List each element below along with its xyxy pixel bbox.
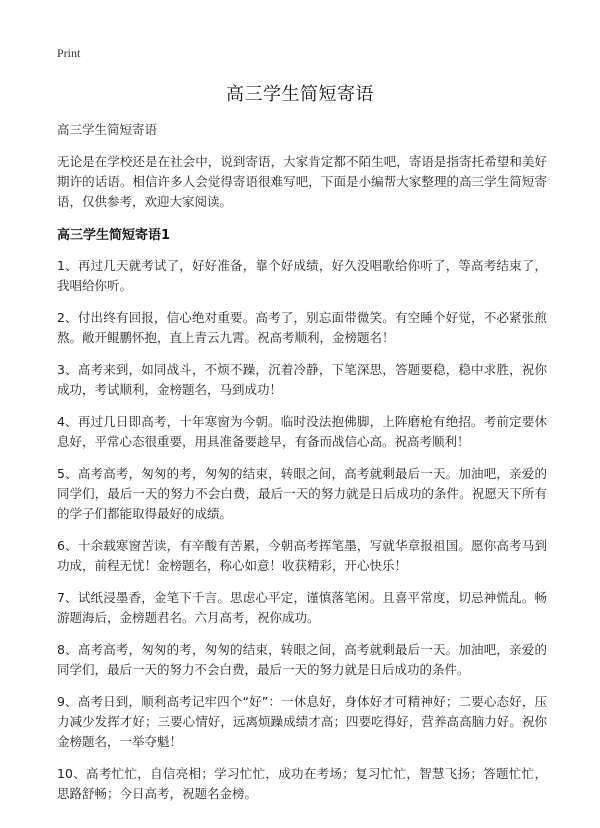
list-item: 3、高考来到，如同战斗，不烦不躁，沉着冷静，下笔深思，答题要稳，稳中求胜，祝你成功，考试顺利，金榜题名，马到成功！ (57, 362, 547, 397)
print-link[interactable]: Print (57, 46, 81, 60)
page-title: 高三学生简短寄语 (226, 84, 374, 105)
list-item: 2、付出终有回报，信心绝对重要。高考了，别忘面带微笑。有空睡个好觉，不必紧张煎熬。敞开鲲鹏怀抱，直上青云九霄。祝高考顺利，金榜题名！ (57, 310, 547, 345)
article-body (57, 120, 547, 816)
list-item: 1、再过几天就考试了，好好准备，靠个好成绩，好久没唱歌给你听了，等高考结束了，我唱给你听。 (57, 258, 547, 293)
list-item: 10、高考忙忙，自信亮相；学习忙忙，成功在考场；复习忙忙，智慧飞扬；答题忙忙，思路舒畅；今日高考，祝题名金榜。 (57, 766, 547, 801)
list-item: 5、高考高考，匆匆的考，匆匆的结束，转眼之间，高考就剩最后一天。加油吧，亲爱的同学们，最后一天的努力不会白费，最后一天的努力就是日后成功的条件。祝愿天下所有的学子们都能取得最好的成绩。 (57, 466, 547, 521)
list-item: 7、试纸浸墨香，金笔下千言。思虑心平定，谨慎落笔闲。且喜平常度，切忌神慌乱。畅游题海后，金榜题君名。六月高考，祝你成功。 (57, 590, 547, 625)
list-item: 4、再过几日即高考，十年寒窗为今朝。临时没法抱佛脚，上阵磨枪有绝招。考前定要休息好，平常心态很重要，用具准备要趁早，有备而战信心高。祝高考顺利！ (57, 414, 547, 449)
article-intro: 无论是在学校还是在社会中，说到寄语，大家肯定都不陌生吧，寄语是指寄托希望和美好期许的话语。相信许多人会觉得寄语很难写吧，下面是小编帮大家整理的高三学生简短寄语，仅供参考，欢迎大家阅读。 (57, 154, 547, 209)
list-item: 6、十余载寒窗苦读，有辛酸有苦累，今朝高考挥笔墨，写就华章报祖国。愿你高考马到功成，前程无忧！金榜题名，称心如意！收获精彩，开心快乐！ (57, 538, 547, 573)
list-item: 8、高考高考，匆匆的考，匆匆的结束，转眼之间，高考就剩最后一天。加油吧，亲爱的同学们，最后一天的努力不会白费，最后一天的努力就是日后成功的条件。 (57, 642, 547, 677)
section-heading: 高三学生简短寄语1 (57, 228, 171, 243)
article-subtitle: 高三学生简短寄语 (57, 122, 158, 137)
list-item: 9、高考日到，顺利高考记牢四个“好”：一休息好，身体好才可精神好；二要心态好，压力减少发挥才好；三要心情好，远离烦躁成绩才高；四要吃得好，营养高高脑力好。祝你金榜题名，一举夺魁！ (57, 694, 547, 749)
paragraph-list (57, 256, 547, 804)
